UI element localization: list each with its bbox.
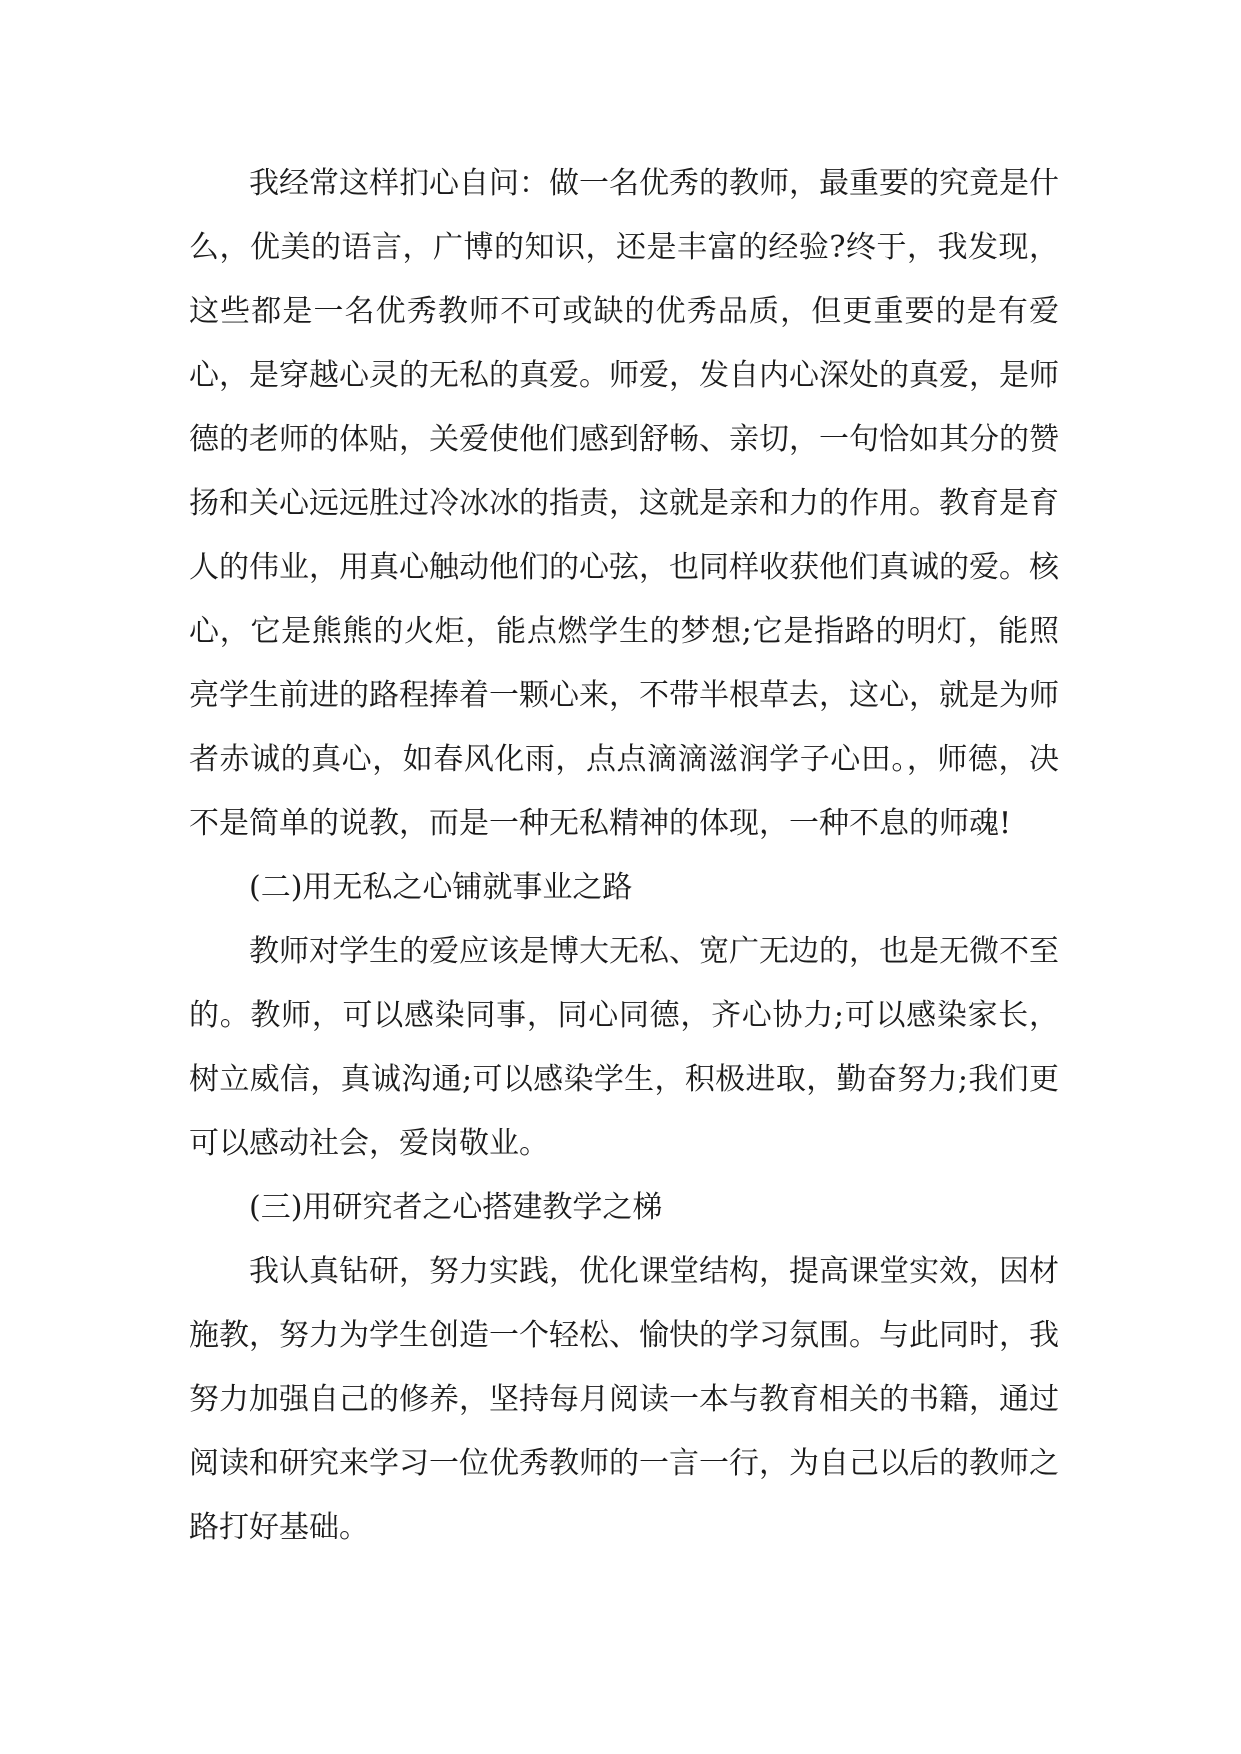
paragraph-selfless-love: 教师对学生的爱应该是博大无私、宽广无边的，也是无微不至的。教师，可以感染同事，同心同德，齐心协力;可以感染家长，树立威信，真诚沟通;可以感染学生，积极进取，勤奋努力;我们更可以感动社会，爱岗敬业。 [189,934,1059,1161]
section-heading-2: (二)用无私之心铺就事业之路 [249,870,633,905]
section-heading-3: (三)用研究者之心搭建教学之梯 [249,1190,663,1225]
document-body [189,152,1059,1560]
paragraph-research: 我认真钻研，努力实践，优化课堂结构，提高课堂实效，因材施教，努力为学生创造一个轻松、愉快的学习氛围。与此同时，我努力加强自己的修养，坚持每月阅读一本与教育相关的书籍，通过阅读和研究来学习一位优秀教师的一言一行，为自己以后的教师之路打好基础。 [189,1254,1059,1545]
paragraph-teacher-love: 我经常这样扪心自问：做一名优秀的教师，最重要的究竟是什么，优美的语言，广博的知识，还是丰富的经验?终于，我发现，这些都是一名优秀教师不可或缺的优秀品质，但更重要的是有爱心，是穿越心灵的无私的真爱。师爱，发自内心深处的真爱，是师德的老师的体贴，关爱使他们感到舒畅、亲切，一句恰如其分的赞扬和关心远远胜过冷冰冰的指责，这就是亲和力的作用。教育是育人的伟业，用真心触动他们的心弦，也同样收获他们真诚的爱。核心，它是熊熊的火炬，能点燃学生的梦想;它是指路的明灯，能照亮学生前进的路程捧着一颗心来，不带半根草去，这心，就是为师者赤诚的真心，如春风化雨，点点滴滴滋润学子心田。，师德，决不是简单的说教，而是一种无私精神的体现，一种不息的师魂! [189,166,1059,841]
